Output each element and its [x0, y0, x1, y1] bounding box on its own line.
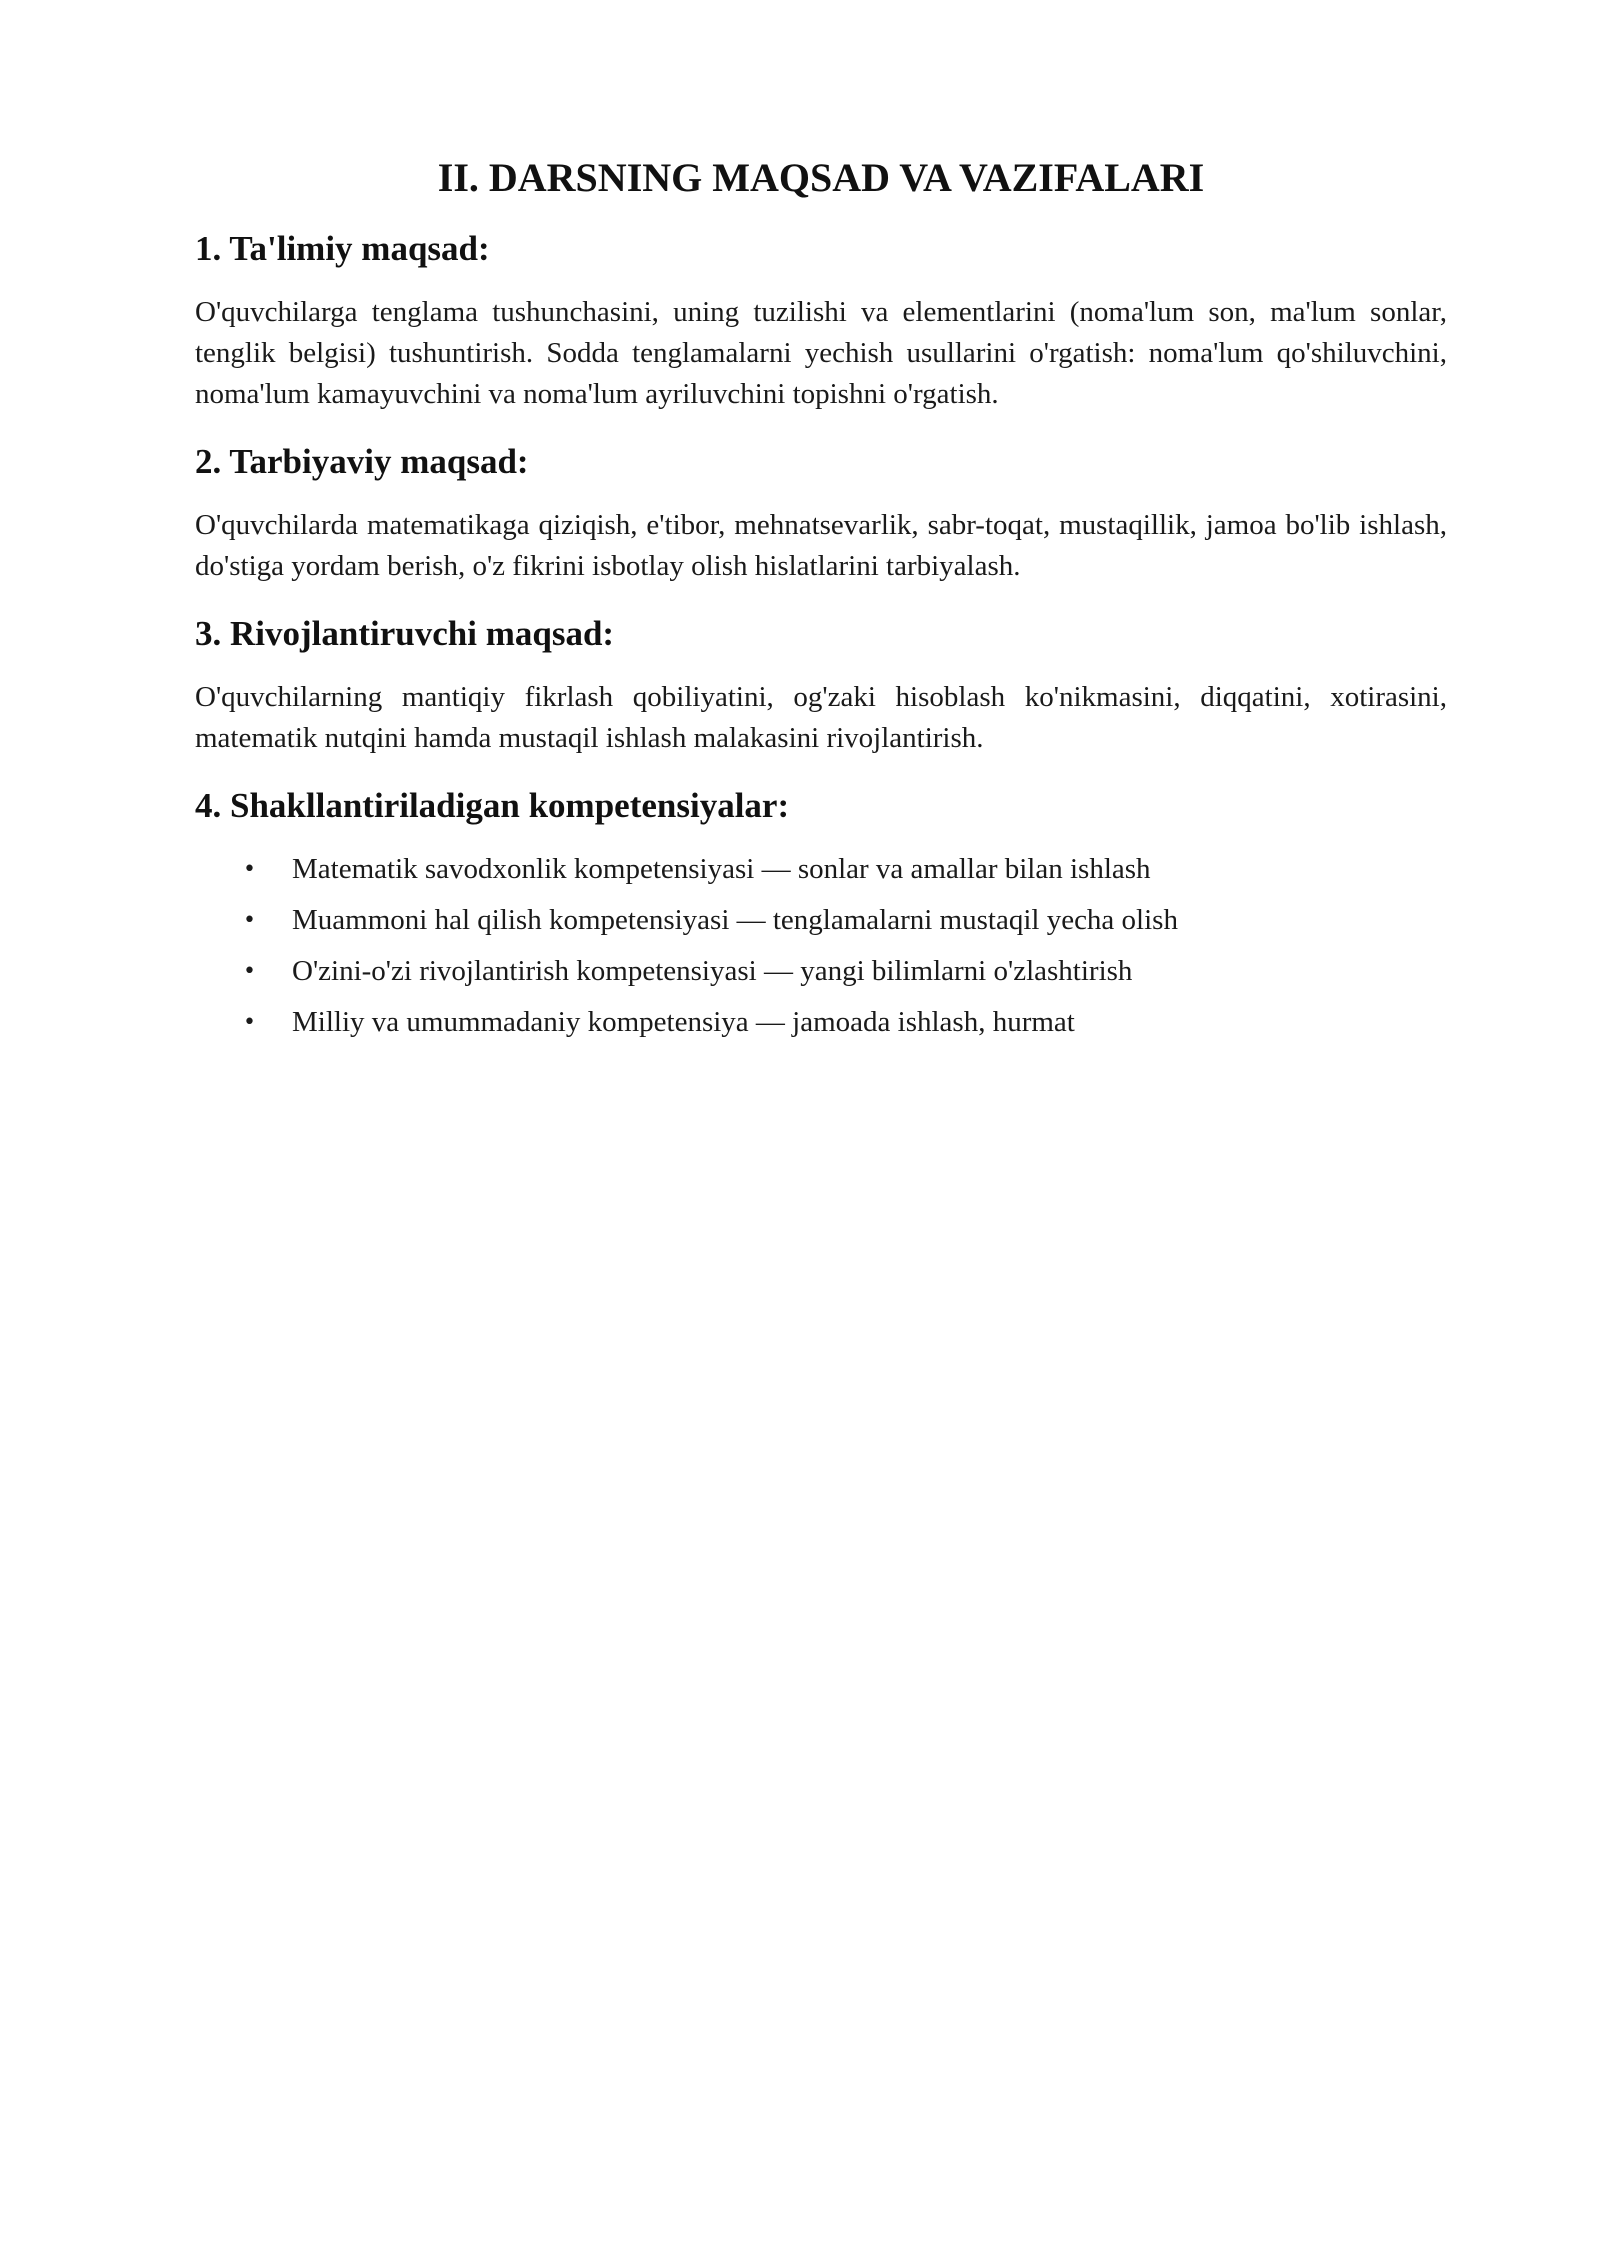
- list-item: [195, 900, 1447, 941]
- section-text-tarbiyaviy: O'quvchilarda matematikaga qiziqish, e'tibor, mehnatsevarlik, sabr-toqat, mustaqillik, jamoa bo'lib ishlash, do'stiga yordam berish, o'z fikrini isbotlay olish hislatlarini tarbiyalash.: [195, 509, 1447, 582]
- list-item: [195, 1002, 1447, 1043]
- competency-list: [195, 849, 1447, 1043]
- document-title: II. DARSNING MAQSAD VA VAZIFALARI: [437, 155, 1205, 200]
- section-heading-rivojlantiruvchi: 3. Rivojlantiruvchi maqsad:: [195, 614, 615, 653]
- list-item-text: Muammoni hal qilish kompetensiyasi — tenglamalarni mustaqil yecha olish: [292, 904, 1178, 936]
- list-item: [195, 951, 1447, 992]
- bullet-icon: •: [243, 959, 256, 984]
- bullet-icon: •: [243, 1010, 256, 1035]
- list-item-text: Matematik savodxonlik kompetensiyasi — sonlar va amallar bilan ishlash: [292, 853, 1151, 885]
- section-heading-kompetensiyalar: 4. Shakllantiriladigan kompetensiyalar:: [195, 786, 790, 825]
- document-page: [195, 150, 1447, 1053]
- section-heading-talimiy: 1. Ta'limiy maqsad:: [195, 229, 490, 268]
- section-heading-tarbiyaviy: 2. Tarbiyaviy maqsad:: [195, 442, 529, 481]
- bullet-icon: •: [243, 908, 256, 933]
- list-item: [195, 849, 1447, 890]
- list-item-text: O'zini-o'zi rivojlantirish kompetensiyasi — yangi bilimlarni o'zlashtirish: [292, 955, 1133, 987]
- bullet-icon: •: [243, 857, 256, 882]
- list-item-text: Milliy va umummadaniy kompetensiya — jamoada ishlash, hurmat: [292, 1006, 1075, 1038]
- section-text-talimiy: O'quvchilarga tenglama tushunchasini, uning tuzilishi va elementlarini (noma'lum son, ma'lum sonlar, tenglik belgisi) tushuntirish. Sodda tenglamalarni yechish usullarini o'rgatish: noma'lum qo'shiluvchini, noma'lum kamayuvchini va noma'lum ayriluvchini topishni o'rgatish.: [195, 296, 1447, 410]
- section-text-rivojlantiruvchi: O'quvchilarning mantiqiy fikrlash qobiliyatini, og'zaki hisoblash ko'nikmasini, diqqatini, xotirasini, matematik nutqini hamda mustaqil ishlash malakasini rivojlantirish.: [195, 681, 1447, 754]
